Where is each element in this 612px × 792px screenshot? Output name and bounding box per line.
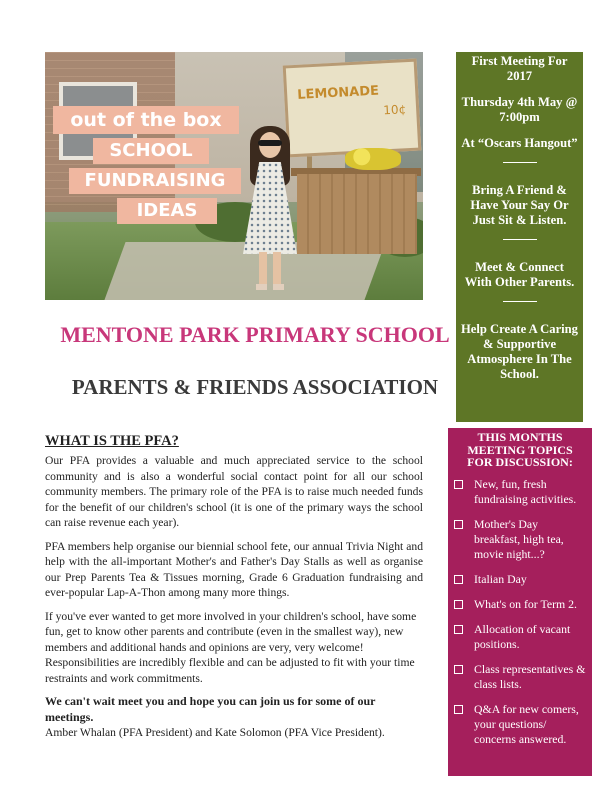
association-title: PARENTS & FRIENDS ASSOCIATION	[71, 375, 439, 399]
girl-sunglasses	[258, 140, 282, 146]
lemonade-sign	[283, 59, 422, 158]
topic-label: New, fun, fresh fundraising activities.	[474, 476, 577, 506]
checkbox-icon	[454, 480, 463, 489]
topic-item	[454, 597, 586, 612]
divider	[503, 239, 537, 240]
hero-photo	[45, 52, 423, 300]
signature: Amber Whalan (PFA President) and Kate Solomon (PFA Vice President).	[45, 726, 385, 739]
lemonade-sign-text: LEMONADE	[296, 83, 380, 103]
topic-label: Allocation of vacant positions.	[474, 621, 571, 651]
paragraph-3: If you've ever wanted to get more involved in your children's school, have some fun, get to know other parents and contribute (even in the smallest way), new members and additional hands and opinions are very, very welcome! Responsibilities are incredibly flexible and can be adjusted to fit with your time restraints and work commitments.	[45, 609, 417, 685]
checkbox-icon	[454, 575, 463, 584]
banner-line-4: IDEAS	[117, 198, 217, 224]
topic-item	[454, 622, 586, 652]
closing-line: We can't wait meet you and hope you can join us for some of our meetings.	[45, 694, 376, 724]
meeting-venue: At “Oscars Hangout”	[461, 136, 578, 150]
banner-line-1: out of the box	[53, 106, 239, 134]
topic-item	[454, 517, 586, 562]
school-name: MENTONE PARK PRIMARY SCHOOL	[60, 322, 450, 347]
paragraph-2: PFA members help organise our biennial school fete, our annual Trivia Night and help with the all-important Mother's and Father's Day Stalls as well as organise our Prep Parents Tea & Tissues morning, Grade 6 Graduation fundraising and ever-popular Lap-A-Thon among many more things.	[45, 539, 423, 599]
paragraph-1: Our PFA provides a valuable and much appreciated service to the school community and is also a wonderful social contact point for all our school community members. The primary role of the PFA is to raise much needed funds for the benefit of our children's school (it is one of the primary ways the school can raise revenue each year).	[45, 454, 423, 529]
girl-shoes	[256, 284, 284, 290]
meeting-panel	[456, 52, 583, 422]
meeting-datetime: Thursday 4th May @ 7:00pm	[461, 95, 578, 124]
topic-label: Mother's Day breakfast, high tea, movie night...?	[474, 516, 564, 561]
checkbox-icon	[454, 705, 463, 714]
divider	[503, 301, 537, 302]
topics-heading: THIS MONTHS MEETING TOPICS FOR DISCUSSION:	[467, 430, 573, 469]
meeting-title: First Meeting For 2017	[471, 54, 568, 83]
banner-line-3: FUNDRAISING	[69, 168, 241, 194]
topic-item	[454, 662, 586, 692]
topics-panel	[448, 428, 592, 776]
topic-label: Q&A for new comers, your questions/ concerns answered.	[474, 701, 579, 746]
body-text	[45, 453, 423, 741]
topic-item	[454, 572, 586, 587]
lemonade-sign-price: 10¢	[382, 102, 407, 118]
topic-label: Class representatives & class lists.	[474, 661, 586, 691]
checkbox-icon	[454, 600, 463, 609]
girl-legs	[259, 252, 281, 286]
section-heading: WHAT IS THE PFA?	[45, 433, 179, 449]
meeting-point: Bring A Friend & Have Your Say Or Just Sit & Listen.	[470, 183, 569, 227]
divider	[503, 162, 537, 163]
topic-label: Italian Day	[474, 571, 527, 586]
meeting-point: Help Create A Caring & Supportive Atmosphere In The School.	[461, 322, 578, 381]
banner-line-2: SCHOOL	[93, 138, 209, 164]
checkbox-icon	[454, 625, 463, 634]
topic-item	[454, 702, 586, 747]
topic-item	[454, 477, 586, 507]
checkbox-icon	[454, 665, 463, 674]
meeting-point: Meet & Connect With Other Parents.	[464, 260, 575, 289]
checkbox-icon	[454, 520, 463, 529]
lemons	[345, 148, 401, 170]
topic-label: What's on for Term 2.	[474, 596, 577, 611]
lemonade-stand	[297, 174, 417, 254]
